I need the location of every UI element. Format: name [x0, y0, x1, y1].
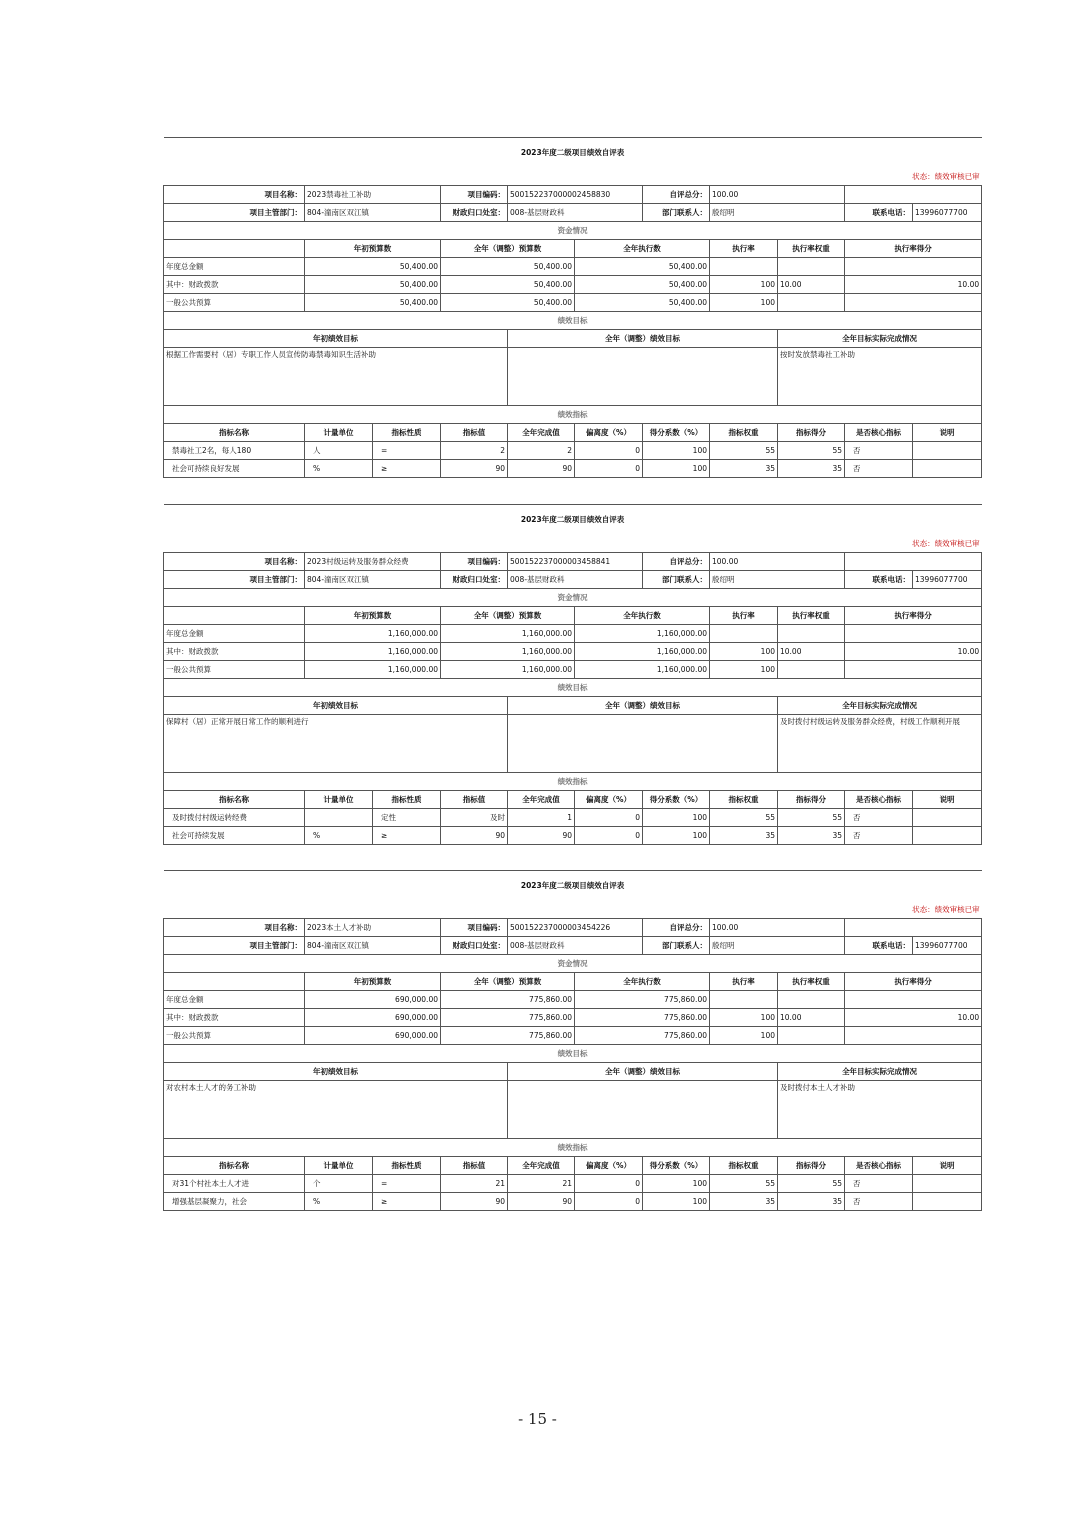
- indicator-cell: 人: [305, 442, 373, 460]
- indicator-cell: 35: [710, 827, 778, 845]
- section-indicators: 绩效指标: [164, 773, 982, 791]
- blank-cell: [845, 553, 982, 571]
- indicator-header: 偏离度（%）: [575, 791, 643, 809]
- indicator-header: 偏离度（%）: [575, 1157, 643, 1175]
- funds-row-label: 年度总金额: [164, 991, 305, 1009]
- funds-executed: 50,400.00: [575, 276, 710, 294]
- indicator-header: 指标得分: [778, 424, 845, 442]
- indicator-cell: 35: [778, 827, 845, 845]
- col-executed: 全年执行数: [575, 973, 710, 991]
- indicator-cell: 90: [441, 827, 508, 845]
- funds-weight: [778, 661, 845, 679]
- goal-initial-text: 对农村本土人才的务工补助: [164, 1081, 508, 1139]
- funds-row-label: 一般公共预算: [164, 661, 305, 679]
- goal-actual-text: 及时拨付本土人才补助: [778, 1081, 982, 1139]
- indicator-cell: 55: [778, 1175, 845, 1193]
- indicator-cell: 0: [575, 1175, 643, 1193]
- indicator-header: 指标权重: [710, 424, 778, 442]
- finance-office-label: 财政归口处室：: [441, 937, 508, 955]
- indicator-cell: 55: [778, 809, 845, 827]
- funds-score: [845, 294, 982, 312]
- indicator-cell: 100: [643, 1175, 710, 1193]
- funds-row-label: 年度总金额: [164, 625, 305, 643]
- indicator-header: 是否核心指标: [845, 791, 913, 809]
- funds-rate: 100: [710, 276, 778, 294]
- goal-actual-header: 全年目标实际完成情况: [778, 330, 982, 348]
- indicator-cell: 100: [643, 460, 710, 478]
- self-score-value: 100.00: [710, 919, 845, 937]
- funds-weight: 10.00: [778, 276, 845, 294]
- col-executed: 全年执行数: [575, 607, 710, 625]
- evaluation-form: [163, 137, 980, 478]
- funds-weight: 10.00: [778, 1009, 845, 1027]
- funds-budget: 1,160,000.00: [305, 661, 441, 679]
- phone-label: 联系电话：: [845, 204, 913, 222]
- blank-cell: [164, 240, 305, 258]
- indicator-cell: 0: [575, 460, 643, 478]
- funds-score: [845, 1027, 982, 1045]
- indicator-cell: 21: [508, 1175, 575, 1193]
- col-adjusted: 全年（调整）预算数: [441, 973, 575, 991]
- indicator-header: 指标名称: [164, 791, 305, 809]
- form-title: 2023年度二级项目绩效自评表: [164, 138, 982, 169]
- funds-rate: 100: [710, 661, 778, 679]
- funds-rate: 100: [710, 1027, 778, 1045]
- funds-budget: 50,400.00: [305, 258, 441, 276]
- indicator-header: 指标名称: [164, 424, 305, 442]
- funds-score: [845, 661, 982, 679]
- funds-executed: 50,400.00: [575, 258, 710, 276]
- indicator-header: 计量单位: [305, 1157, 373, 1175]
- project-name-value: 2023本土人才补助: [305, 919, 441, 937]
- col-score: 执行率得分: [845, 607, 982, 625]
- col-adjusted: 全年（调整）预算数: [441, 607, 575, 625]
- funds-score: [845, 625, 982, 643]
- funds-row-label: 一般公共预算: [164, 1027, 305, 1045]
- indicator-cell: 0: [575, 442, 643, 460]
- contact-label: 部门联系人：: [643, 937, 710, 955]
- form-title: 2023年度二级项目绩效自评表: [164, 505, 982, 536]
- col-executed: 全年执行数: [575, 240, 710, 258]
- indicator-cell: 100: [643, 827, 710, 845]
- goal-adjusted-text: [508, 1081, 778, 1139]
- indicator-cell: 及时拨付村级运转经费: [164, 809, 305, 827]
- indicator-cell: 否: [845, 460, 913, 478]
- funds-adjusted: 50,400.00: [441, 276, 575, 294]
- indicator-header: 指标得分: [778, 1157, 845, 1175]
- section-indicators: 绩效指标: [164, 406, 982, 424]
- indicator-cell: 35: [778, 1193, 845, 1211]
- indicator-cell: [305, 809, 373, 827]
- indicator-header: 偏离度（%）: [575, 424, 643, 442]
- self-score-value: 100.00: [710, 553, 845, 571]
- indicator-header: 全年完成值: [508, 424, 575, 442]
- funds-weight: [778, 991, 845, 1009]
- indicator-cell: 社会可持续良好发展: [164, 460, 305, 478]
- indicator-cell: 增强基层凝聚力，社会: [164, 1193, 305, 1211]
- project-name-value: 2023村级运转及服务群众经费: [305, 553, 441, 571]
- project-name-label: 项目名称：: [164, 919, 305, 937]
- project-name-value: 2023禁毒社工补助: [305, 186, 441, 204]
- indicator-cell: 90: [441, 460, 508, 478]
- contact-value: 殷绍明: [710, 937, 845, 955]
- indicator-cell: 35: [778, 460, 845, 478]
- project-code-value: 500152237000003454226: [508, 919, 643, 937]
- funds-rate: 100: [710, 1009, 778, 1027]
- indicator-cell: 100: [643, 442, 710, 460]
- indicator-header: 得分系数（%）: [643, 791, 710, 809]
- funds-weight: [778, 1027, 845, 1045]
- funds-weight: [778, 294, 845, 312]
- indicator-header: 说明: [913, 424, 982, 442]
- indicator-cell: 90: [508, 460, 575, 478]
- self-score-label: 自评总分：: [643, 553, 710, 571]
- funds-rate: [710, 258, 778, 276]
- funds-adjusted: 50,400.00: [441, 294, 575, 312]
- goal-initial-header: 年初绩效目标: [164, 1063, 508, 1081]
- indicator-cell: 对31个村社本土人才进: [164, 1175, 305, 1193]
- indicator-cell: 90: [508, 827, 575, 845]
- funds-row-label: 其中：财政拨款: [164, 276, 305, 294]
- funds-budget: 50,400.00: [305, 276, 441, 294]
- col-score: 执行率得分: [845, 240, 982, 258]
- funds-row-label: 一般公共预算: [164, 294, 305, 312]
- goal-actual-text: 及时拨付村级运转及服务群众经费，村级工作顺利开展: [778, 715, 982, 773]
- indicator-header: 指标名称: [164, 1157, 305, 1175]
- indicator-cell: [913, 1193, 982, 1211]
- blank-cell: [164, 973, 305, 991]
- section-goals: 绩效目标: [164, 679, 982, 697]
- indicator-header: 说明: [913, 1157, 982, 1175]
- indicator-cell: 定性: [373, 809, 441, 827]
- contact-value: 殷绍明: [710, 204, 845, 222]
- phone-value: 13996077700: [913, 571, 982, 589]
- finance-office-label: 财政归口处室：: [441, 204, 508, 222]
- indicator-header: 计量单位: [305, 791, 373, 809]
- dept-value: 804-潼南区双江镇: [305, 937, 441, 955]
- indicator-cell: 0: [575, 809, 643, 827]
- phone-value: 13996077700: [913, 204, 982, 222]
- status-text: 状态：绩效审核已审: [912, 539, 980, 548]
- indicator-cell: ≥: [373, 1193, 441, 1211]
- evaluation-form: [163, 504, 980, 845]
- evaluation-form: [163, 870, 980, 1211]
- indicator-cell: 禁毒社工2名，每人180: [164, 442, 305, 460]
- goal-adjusted-header: 全年（调整）绩效目标: [508, 1063, 778, 1081]
- funds-weight: [778, 625, 845, 643]
- finance-office-value: 008-基层财政科: [508, 204, 643, 222]
- funds-score: [845, 991, 982, 1009]
- indicator-cell: %: [305, 827, 373, 845]
- blank-cell: [845, 919, 982, 937]
- funds-rate: [710, 991, 778, 1009]
- indicator-header: 指标性质: [373, 1157, 441, 1175]
- goal-adjusted-text: [508, 348, 778, 406]
- project-code-label: 项目编码：: [441, 919, 508, 937]
- indicator-header: 是否核心指标: [845, 1157, 913, 1175]
- col-budget: 年初预算数: [305, 240, 441, 258]
- funds-executed: 775,860.00: [575, 1009, 710, 1027]
- project-code-value: 500152237000003458841: [508, 553, 643, 571]
- indicator-cell: 90: [508, 1193, 575, 1211]
- funds-row-label: 其中：财政拨款: [164, 1009, 305, 1027]
- indicator-cell: 个: [305, 1175, 373, 1193]
- indicator-header: 指标值: [441, 1157, 508, 1175]
- funds-executed: 1,160,000.00: [575, 625, 710, 643]
- col-adjusted: 全年（调整）预算数: [441, 240, 575, 258]
- col-weight: 执行率权重: [778, 607, 845, 625]
- col-weight: 执行率权重: [778, 240, 845, 258]
- indicator-header: 计量单位: [305, 424, 373, 442]
- col-weight: 执行率权重: [778, 973, 845, 991]
- project-code-label: 项目编码：: [441, 553, 508, 571]
- indicator-header: 是否核心指标: [845, 424, 913, 442]
- indicator-cell: 90: [441, 1193, 508, 1211]
- funds-row-label: 其中：财政拨款: [164, 643, 305, 661]
- dept-value: 804-潼南区双江镇: [305, 571, 441, 589]
- funds-budget: 690,000.00: [305, 1027, 441, 1045]
- funds-score: 10.00: [845, 276, 982, 294]
- indicator-header: 全年完成值: [508, 791, 575, 809]
- indicator-cell: %: [305, 1193, 373, 1211]
- indicator-cell: [913, 809, 982, 827]
- indicator-cell: ≥: [373, 460, 441, 478]
- indicator-cell: 100: [643, 809, 710, 827]
- project-name-label: 项目名称：: [164, 186, 305, 204]
- self-score-label: 自评总分：: [643, 186, 710, 204]
- project-name-label: 项目名称：: [164, 553, 305, 571]
- funds-executed: 1,160,000.00: [575, 643, 710, 661]
- page-number: - 15 -: [518, 1410, 557, 1428]
- indicator-cell: [913, 442, 982, 460]
- indicator-header: 指标权重: [710, 1157, 778, 1175]
- section-funds: 资金情况: [164, 589, 982, 607]
- phone-label: 联系电话：: [845, 571, 913, 589]
- project-code-value: 500152237000002458830: [508, 186, 643, 204]
- goal-initial-header: 年初绩效目标: [164, 697, 508, 715]
- indicator-cell: %: [305, 460, 373, 478]
- funds-budget: 690,000.00: [305, 991, 441, 1009]
- indicator-cell: 2: [508, 442, 575, 460]
- project-code-label: 项目编码：: [441, 186, 508, 204]
- col-rate: 执行率: [710, 240, 778, 258]
- contact-label: 部门联系人：: [643, 571, 710, 589]
- indicator-cell: 55: [710, 809, 778, 827]
- phone-value: 13996077700: [913, 937, 982, 955]
- finance-office-value: 008-基层财政科: [508, 571, 643, 589]
- phone-label: 联系电话：: [845, 937, 913, 955]
- indicator-cell: =: [373, 1175, 441, 1193]
- goal-adjusted-header: 全年（调整）绩效目标: [508, 697, 778, 715]
- funds-adjusted: 775,860.00: [441, 1027, 575, 1045]
- finance-office-value: 008-基层财政科: [508, 937, 643, 955]
- indicator-cell: 否: [845, 442, 913, 460]
- indicator-cell: 社会可持续发展: [164, 827, 305, 845]
- dept-label: 项目主管部门：: [164, 204, 305, 222]
- dept-value: 804-潼南区双江镇: [305, 204, 441, 222]
- goal-adjusted-text: [508, 715, 778, 773]
- indicator-header: 全年完成值: [508, 1157, 575, 1175]
- goal-initial-text: 根据工作需要村（居）专职工作人员宣传防毒禁毒知识生活补助: [164, 348, 508, 406]
- col-budget: 年初预算数: [305, 973, 441, 991]
- funds-rate: 100: [710, 294, 778, 312]
- indicator-header: 指标得分: [778, 791, 845, 809]
- status-text: 状态：绩效审核已审: [912, 172, 980, 181]
- goal-actual-header: 全年目标实际完成情况: [778, 697, 982, 715]
- indicator-cell: 0: [575, 1193, 643, 1211]
- funds-adjusted: 775,860.00: [441, 991, 575, 1009]
- section-goals: 绩效目标: [164, 1045, 982, 1063]
- funds-budget: 50,400.00: [305, 294, 441, 312]
- contact-label: 部门联系人：: [643, 204, 710, 222]
- funds-score: [845, 258, 982, 276]
- indicator-cell: 否: [845, 1175, 913, 1193]
- self-score-value: 100.00: [710, 186, 845, 204]
- funds-executed: 50,400.00: [575, 294, 710, 312]
- goal-actual-text: 按时发放禁毒社工补助: [778, 348, 982, 406]
- indicator-cell: 55: [710, 442, 778, 460]
- funds-executed: 775,860.00: [575, 1027, 710, 1045]
- indicator-header: 得分系数（%）: [643, 424, 710, 442]
- funds-budget: 690,000.00: [305, 1009, 441, 1027]
- col-rate: 执行率: [710, 607, 778, 625]
- goal-actual-header: 全年目标实际完成情况: [778, 1063, 982, 1081]
- indicator-cell: 2: [441, 442, 508, 460]
- dept-label: 项目主管部门：: [164, 937, 305, 955]
- funds-executed: 775,860.00: [575, 991, 710, 1009]
- indicator-cell: 21: [441, 1175, 508, 1193]
- finance-office-label: 财政归口处室：: [441, 571, 508, 589]
- indicator-cell: 55: [710, 1175, 778, 1193]
- col-rate: 执行率: [710, 973, 778, 991]
- indicator-cell: [913, 460, 982, 478]
- goal-initial-header: 年初绩效目标: [164, 330, 508, 348]
- indicator-cell: 否: [845, 1193, 913, 1211]
- indicator-cell: 否: [845, 809, 913, 827]
- indicator-header: 指标值: [441, 424, 508, 442]
- section-funds: 资金情况: [164, 222, 982, 240]
- funds-rate: 100: [710, 643, 778, 661]
- indicator-header: 得分系数（%）: [643, 1157, 710, 1175]
- status-text: 状态：绩效审核已审: [912, 905, 980, 914]
- funds-adjusted: 1,160,000.00: [441, 643, 575, 661]
- self-score-label: 自评总分：: [643, 919, 710, 937]
- indicator-cell: 1: [508, 809, 575, 827]
- indicator-header: 指标性质: [373, 791, 441, 809]
- indicator-cell: 100: [643, 1193, 710, 1211]
- blank-cell: [164, 607, 305, 625]
- indicator-cell: [913, 827, 982, 845]
- indicator-cell: 55: [778, 442, 845, 460]
- form-title: 2023年度二级项目绩效自评表: [164, 871, 982, 902]
- funds-adjusted: 775,860.00: [441, 1009, 575, 1027]
- indicator-cell: 0: [575, 827, 643, 845]
- indicator-cell: 及时: [441, 809, 508, 827]
- indicator-cell: 35: [710, 1193, 778, 1211]
- dept-label: 项目主管部门：: [164, 571, 305, 589]
- goal-adjusted-header: 全年（调整）绩效目标: [508, 330, 778, 348]
- funds-adjusted: 50,400.00: [441, 258, 575, 276]
- col-budget: 年初预算数: [305, 607, 441, 625]
- funds-budget: 1,160,000.00: [305, 643, 441, 661]
- funds-score: 10.00: [845, 1009, 982, 1027]
- indicator-cell: 35: [710, 460, 778, 478]
- funds-adjusted: 1,160,000.00: [441, 661, 575, 679]
- indicator-cell: =: [373, 442, 441, 460]
- funds-weight: 10.00: [778, 643, 845, 661]
- funds-row-label: 年度总金额: [164, 258, 305, 276]
- funds-executed: 1,160,000.00: [575, 661, 710, 679]
- indicator-header: 指标值: [441, 791, 508, 809]
- contact-value: 殷绍明: [710, 571, 845, 589]
- indicator-cell: 否: [845, 827, 913, 845]
- funds-weight: [778, 258, 845, 276]
- funds-budget: 1,160,000.00: [305, 625, 441, 643]
- goal-initial-text: 保障村（居）正常开展日常工作的顺利进行: [164, 715, 508, 773]
- section-goals: 绩效目标: [164, 312, 982, 330]
- indicator-header: 指标性质: [373, 424, 441, 442]
- funds-score: 10.00: [845, 643, 982, 661]
- section-indicators: 绩效指标: [164, 1139, 982, 1157]
- indicator-header: 说明: [913, 791, 982, 809]
- col-score: 执行率得分: [845, 973, 982, 991]
- blank-cell: [845, 186, 982, 204]
- section-funds: 资金情况: [164, 955, 982, 973]
- funds-rate: [710, 625, 778, 643]
- indicator-cell: ≥: [373, 827, 441, 845]
- indicator-cell: [913, 1175, 982, 1193]
- funds-adjusted: 1,160,000.00: [441, 625, 575, 643]
- indicator-header: 指标权重: [710, 791, 778, 809]
